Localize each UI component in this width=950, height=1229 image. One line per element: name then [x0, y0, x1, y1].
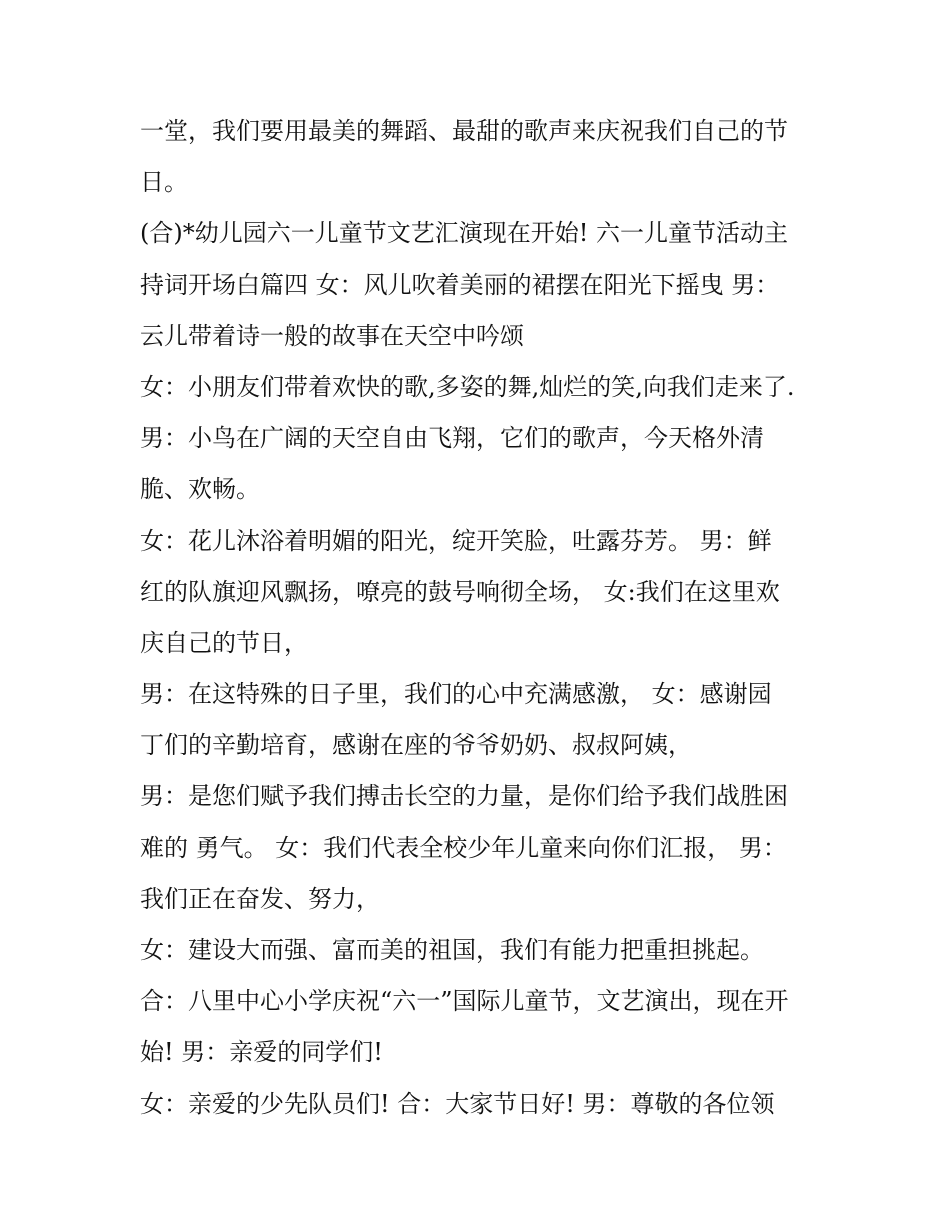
- text-line: 男：小鸟在广阔的天空自由飞翔，它们的歌声，今天格外清: [140, 424, 764, 453]
- text-line: 男：是您们赋予我们搏击长空的力量，是你们给予我们战胜困: [140, 782, 788, 811]
- text-line: 合：八里中心小学庆祝“六一”国际儿童节，文艺演出，现在开: [140, 987, 789, 1016]
- text-line: 一堂，我们要用最美的舞蹈、最甜的歌声来庆祝我们自己的节: [140, 117, 788, 145]
- text-line: (合)*幼儿园六一儿童节文艺汇演现在开始! 六一儿童节活动主: [140, 219, 788, 248]
- text-line: 丁们的辛勤培育，感谢在座的爷爷奶奶、叔叔阿姨，: [140, 731, 692, 760]
- text-line: 女：小朋友们带着欢快的歌,多姿的舞,灿烂的笑,向我们走来了.: [140, 372, 795, 401]
- text-line: 始! 男：亲爱的同学们!: [140, 1038, 383, 1067]
- text-line: 难的 勇气。 女：我们代表全校少年儿童来向你们汇报， 男：: [140, 833, 787, 862]
- text-line: 持词开场白篇四 女：风儿吹着美丽的裙摆在阳光下摇曳 男：: [140, 270, 780, 299]
- text-line: 脆、欢畅。: [140, 475, 260, 504]
- text-line: 女：亲爱的少先队员们! 合：大家节日好! 男：尊敬的各位领: [140, 1089, 775, 1118]
- text-line: 红的队旗迎风飘扬，嘹亮的鼓号响彻全场， 女:我们在这里欢: [140, 577, 780, 606]
- text-line: 男：在这特殊的日子里，我们的心中充满感激， 女：感谢园: [140, 680, 772, 709]
- text-line: 女：建设大而强、富而美的祖国，我们有能力把重担挑起。: [140, 936, 764, 964]
- text-line: 我们正在奋发、努力，: [140, 884, 380, 913]
- text-line: 庆自己的节日，: [140, 628, 308, 657]
- text-line: 女：花儿沐浴着明媚的阳光，绽开笑脸，吐露芬芳。 男：鲜: [140, 526, 772, 555]
- text-line: 日。: [140, 168, 188, 197]
- text-line: 云儿带着诗一般的故事在天空中吟颂: [140, 321, 524, 350]
- document-body: [140, 106, 830, 1130]
